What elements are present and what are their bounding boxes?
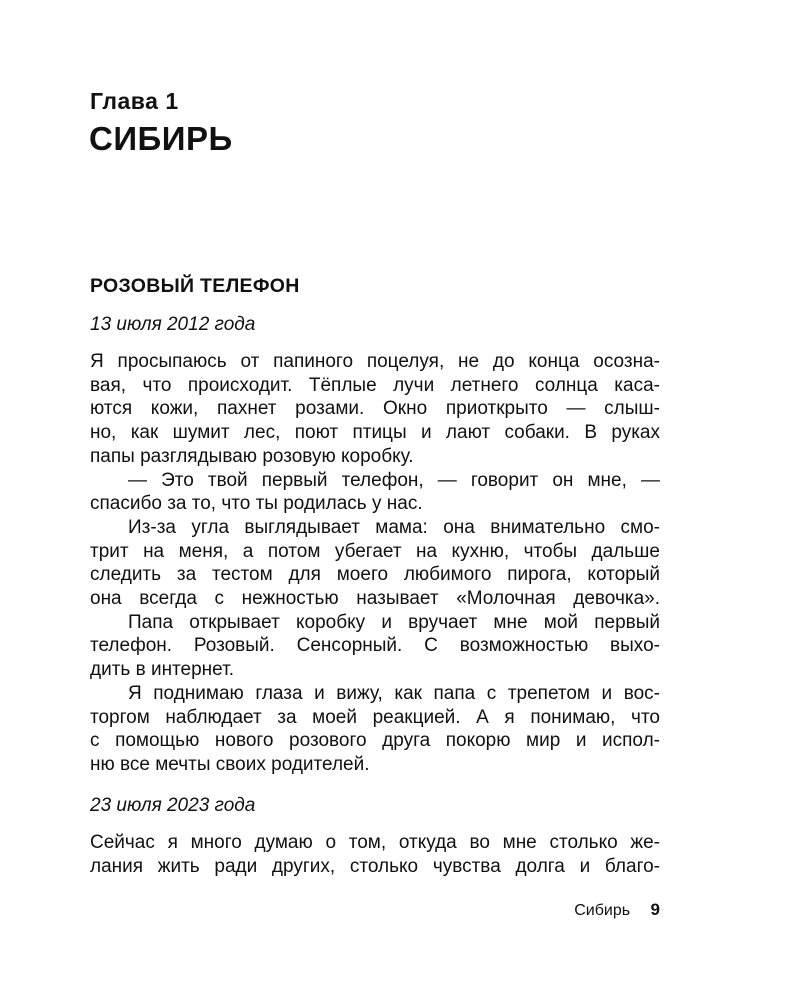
text-line: следить за тестом для моего любимого пирога, который [90,564,660,586]
text-line: папы разглядываю розовую коробку. [90,445,414,467]
running-head: Сибирь [574,902,631,919]
text-line: Папа открывает коробку и вручает мне мой первый [128,611,660,633]
entry-text [90,831,660,878]
chapter-label: Глава 1 [90,88,179,114]
entry-text [90,350,660,777]
text-line: Сейчас я много думаю о том, откуда во мне столько же- [90,832,660,853]
text-line: торгом наблюдает за моей реакцией. А я понимаю, что [90,706,660,728]
text-line: она всегда с нежностью называет «Молочная девочка». [90,588,660,610]
text-line: телефон. Розовый. Сенсорный. С возможностью выхо- [90,635,660,657]
text-line: ню все мечты своих родителей. [90,753,370,775]
text-line: вая, что происходит. Тёплые лучи летнего солнца каса- [90,374,660,396]
text-line: с помощью нового розового друга покорю мир и испол- [90,730,660,752]
text-line: лания жить ради других, столько чувства долга и благо- [90,855,660,877]
entry-date: 13 июля 2012 года [90,314,256,335]
text-line: дить в интернет. [90,659,234,681]
chapter-title: СИБИРЬ [89,120,233,157]
page-footer [0,900,660,920]
page-number: 9 [650,900,660,919]
text-line: — Это твой первый телефон, — говорит он мне, — [128,469,660,491]
text-line: Я поднимаю глаза и вижу, как папа с трепетом и вос- [128,682,660,704]
text-line: Из-за угла выглядывает мама: она внимательно смо- [128,516,660,538]
text-line: но, как шумит лес, поют птицы и лают собаки. В руках [90,422,660,444]
text-line: ются кожи, пахнет розами. Окно приоткрыто — слыш- [90,398,660,420]
entry-date: 23 июля 2023 года [90,795,256,816]
section-title: РОЗОВЫЙ ТЕЛЕФОН [90,275,300,297]
text-line: Я просыпаюсь от папиного поцелуя, не до конца осозна- [90,351,660,372]
text-line: трит на меня, а потом убегает на кухню, чтобы дальше [90,540,660,562]
text-line: спасибо за то, что ты родилась у нас. [90,493,423,515]
